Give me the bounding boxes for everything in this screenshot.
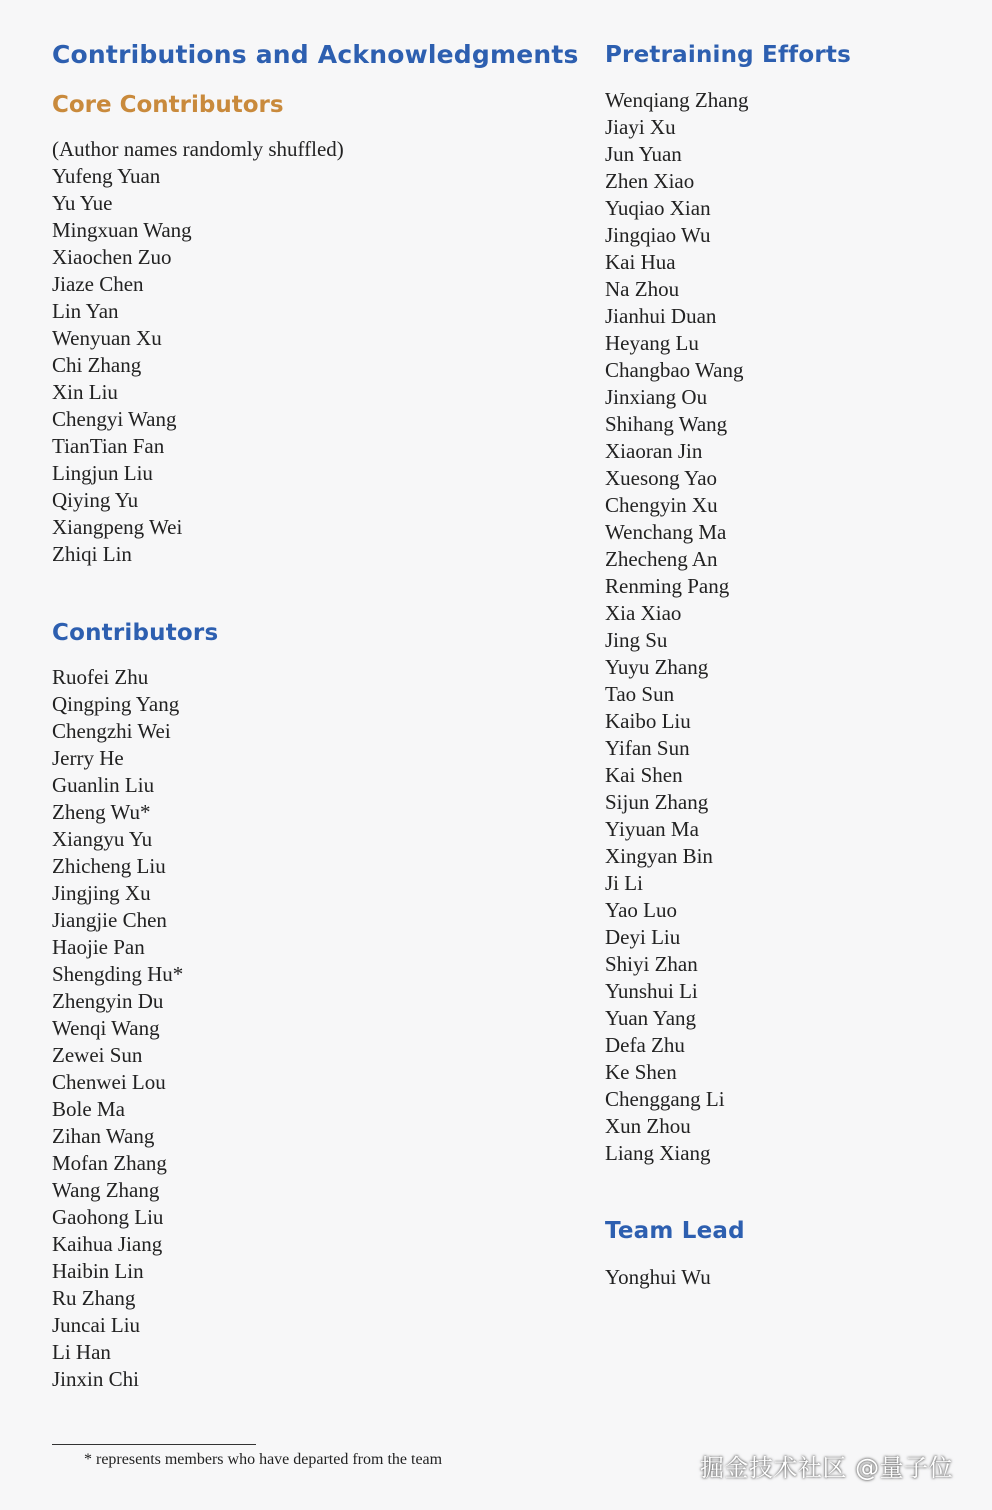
contributor-name: Zhicheng Liu — [52, 854, 166, 878]
contributor-name: Bole Ma — [52, 1097, 125, 1121]
pretraining-contributor-name: Xia Xiao — [605, 601, 682, 625]
core-contributor-name: Xin Liu — [52, 380, 118, 404]
team-lead-heading: Team Lead — [605, 1218, 745, 1244]
watermark: 掘金技术社区 @量子位 — [700, 1454, 954, 1482]
core-contributor-name: Yufeng Yuan — [52, 164, 161, 188]
pretraining-contributor-name: Deyi Liu — [605, 925, 681, 949]
contributor-name: Jingjing Xu — [52, 881, 151, 905]
pretraining-contributor-name: Yifan Sun — [605, 736, 690, 760]
pretraining-heading: Pretraining Efforts — [605, 42, 851, 68]
contributor-name: Chengzhi Wei — [52, 719, 171, 743]
pretraining-contributor-name: Shihang Wang — [605, 412, 728, 436]
core-contributor-name: Qiying Yu — [52, 488, 139, 512]
pretraining-contributor-name: Yuyu Zhang — [605, 655, 709, 679]
contributor-name: Zihan Wang — [52, 1124, 155, 1148]
contributor-name: Haibin Lin — [52, 1259, 144, 1283]
pretraining-contributor-name: Chengyin Xu — [605, 493, 718, 517]
core-contributor-name: Lin Yan — [52, 299, 119, 323]
footnote: * represents members who have departed from the team — [84, 1451, 443, 1468]
contributor-name: Jerry He — [52, 746, 124, 770]
pretraining-contributor-name: Yao Luo — [605, 898, 677, 922]
core-contributor-name: Yu Yue — [52, 191, 113, 215]
core-contributors-heading: Core Contributors — [52, 92, 284, 118]
pretraining-contributor-name: Sijun Zhang — [605, 790, 709, 814]
core-contributor-name: (Author names randomly shuffled) — [52, 137, 344, 161]
contributor-name: Ru Zhang — [52, 1286, 136, 1310]
core-contributor-name: Lingjun Liu — [52, 461, 153, 485]
core-contributor-name: Jiaze Chen — [52, 272, 144, 296]
pretraining-contributor-name: Yuan Yang — [605, 1006, 697, 1030]
pretraining-contributor-name: Changbao Wang — [605, 358, 744, 382]
pretraining-contributor-name: Yunshui Li — [605, 979, 698, 1003]
contributor-name: Zheng Wu* — [52, 800, 151, 824]
core-contributor-name: Mingxuan Wang — [52, 218, 192, 242]
contributor-name: Guanlin Liu — [52, 773, 155, 797]
pretraining-contributor-name: Liang Xiang — [605, 1141, 711, 1165]
pretraining-contributor-name: Wenqiang Zhang — [605, 88, 749, 112]
contributor-name: Mofan Zhang — [52, 1151, 167, 1175]
team-lead-name: Yonghui Wu — [605, 1265, 711, 1289]
contributor-name: Jiangjie Chen — [52, 908, 167, 932]
pretraining-contributor-name: Kaibo Liu — [605, 709, 691, 733]
contributor-name: Wenqi Wang — [52, 1016, 160, 1040]
pretraining-contributor-name: Kai Shen — [605, 763, 683, 787]
pretraining-contributor-name: Xun Zhou — [605, 1114, 691, 1138]
core-contributor-name: TianTian Fan — [52, 434, 165, 458]
contributor-name: Xiangyu Yu — [52, 827, 153, 851]
core-contributor-name: Wenyuan Xu — [52, 326, 162, 350]
pretraining-contributor-name: Zhecheng An — [605, 547, 718, 571]
pretraining-contributor-name: Zhen Xiao — [605, 169, 695, 193]
core-contributor-name: Zhiqi Lin — [52, 542, 132, 566]
team-lead-list — [605, 1264, 711, 1291]
pretraining-contributor-name: Xingyan Bin — [605, 844, 713, 868]
core-contributors-list — [52, 136, 344, 568]
pretraining-contributor-name: Ke Shen — [605, 1060, 677, 1084]
contributor-name: Li Han — [52, 1340, 111, 1364]
pretraining-contributor-name: Chenggang Li — [605, 1087, 725, 1111]
contributor-name: Jinxin Chi — [52, 1367, 139, 1391]
core-contributor-name: Chengyi Wang — [52, 407, 177, 431]
pretraining-contributor-name: Yuqiao Xian — [605, 196, 711, 220]
core-contributor-name: Chi Zhang — [52, 353, 142, 377]
pretraining-contributor-name: Ji Li — [605, 871, 643, 895]
pretraining-contributor-name: Yiyuan Ma — [605, 817, 699, 841]
core-contributor-name: Xiangpeng Wei — [52, 515, 183, 539]
pretraining-contributor-name: Wenchang Ma — [605, 520, 727, 544]
contributor-name: Chenwei Lou — [52, 1070, 166, 1094]
contributor-name: Gaohong Liu — [52, 1205, 164, 1229]
pretraining-contributor-name: Defa Zhu — [605, 1033, 685, 1057]
contributor-name: Haojie Pan — [52, 935, 145, 959]
pretraining-contributor-name: Shiyi Zhan — [605, 952, 698, 976]
pretraining-contributor-name: Na Zhou — [605, 277, 680, 301]
footnote-divider — [52, 1444, 256, 1445]
contributor-name: Zewei Sun — [52, 1043, 143, 1067]
pretraining-contributor-name: Xiaoran Jin — [605, 439, 703, 463]
pretraining-contributor-name: Jiayi Xu — [605, 115, 676, 139]
pretraining-contributor-name: Jingqiao Wu — [605, 223, 711, 247]
contributor-name: Juncai Liu — [52, 1313, 141, 1337]
contributor-name: Qingping Yang — [52, 692, 180, 716]
contributor-name: Zhengyin Du — [52, 989, 164, 1013]
pretraining-contributor-name: Jianhui Duan — [605, 304, 717, 328]
pretraining-contributor-name: Jun Yuan — [605, 142, 682, 166]
pretraining-contributor-name: Renming Pang — [605, 574, 730, 598]
pretraining-contributor-name: Heyang Lu — [605, 331, 699, 355]
contributor-name: Kaihua Jiang — [52, 1232, 163, 1256]
contributor-name: Ruofei Zhu — [52, 665, 149, 689]
contributor-name: Shengding Hu* — [52, 962, 184, 986]
pretraining-contributor-name: Jinxiang Ou — [605, 385, 708, 409]
pretraining-list — [605, 87, 749, 1167]
pretraining-contributor-name: Kai Hua — [605, 250, 676, 274]
contributors-list — [52, 664, 183, 1393]
contributor-name: Wang Zhang — [52, 1178, 160, 1202]
pretraining-contributor-name: Xuesong Yao — [605, 466, 718, 490]
core-contributor-name: Xiaochen Zuo — [52, 245, 172, 269]
page-title: Contributions and Acknowledgments — [52, 40, 579, 69]
contributors-heading: Contributors — [52, 620, 219, 646]
pretraining-contributor-name: Tao Sun — [605, 682, 675, 706]
pretraining-contributor-name: Jing Su — [605, 628, 668, 652]
